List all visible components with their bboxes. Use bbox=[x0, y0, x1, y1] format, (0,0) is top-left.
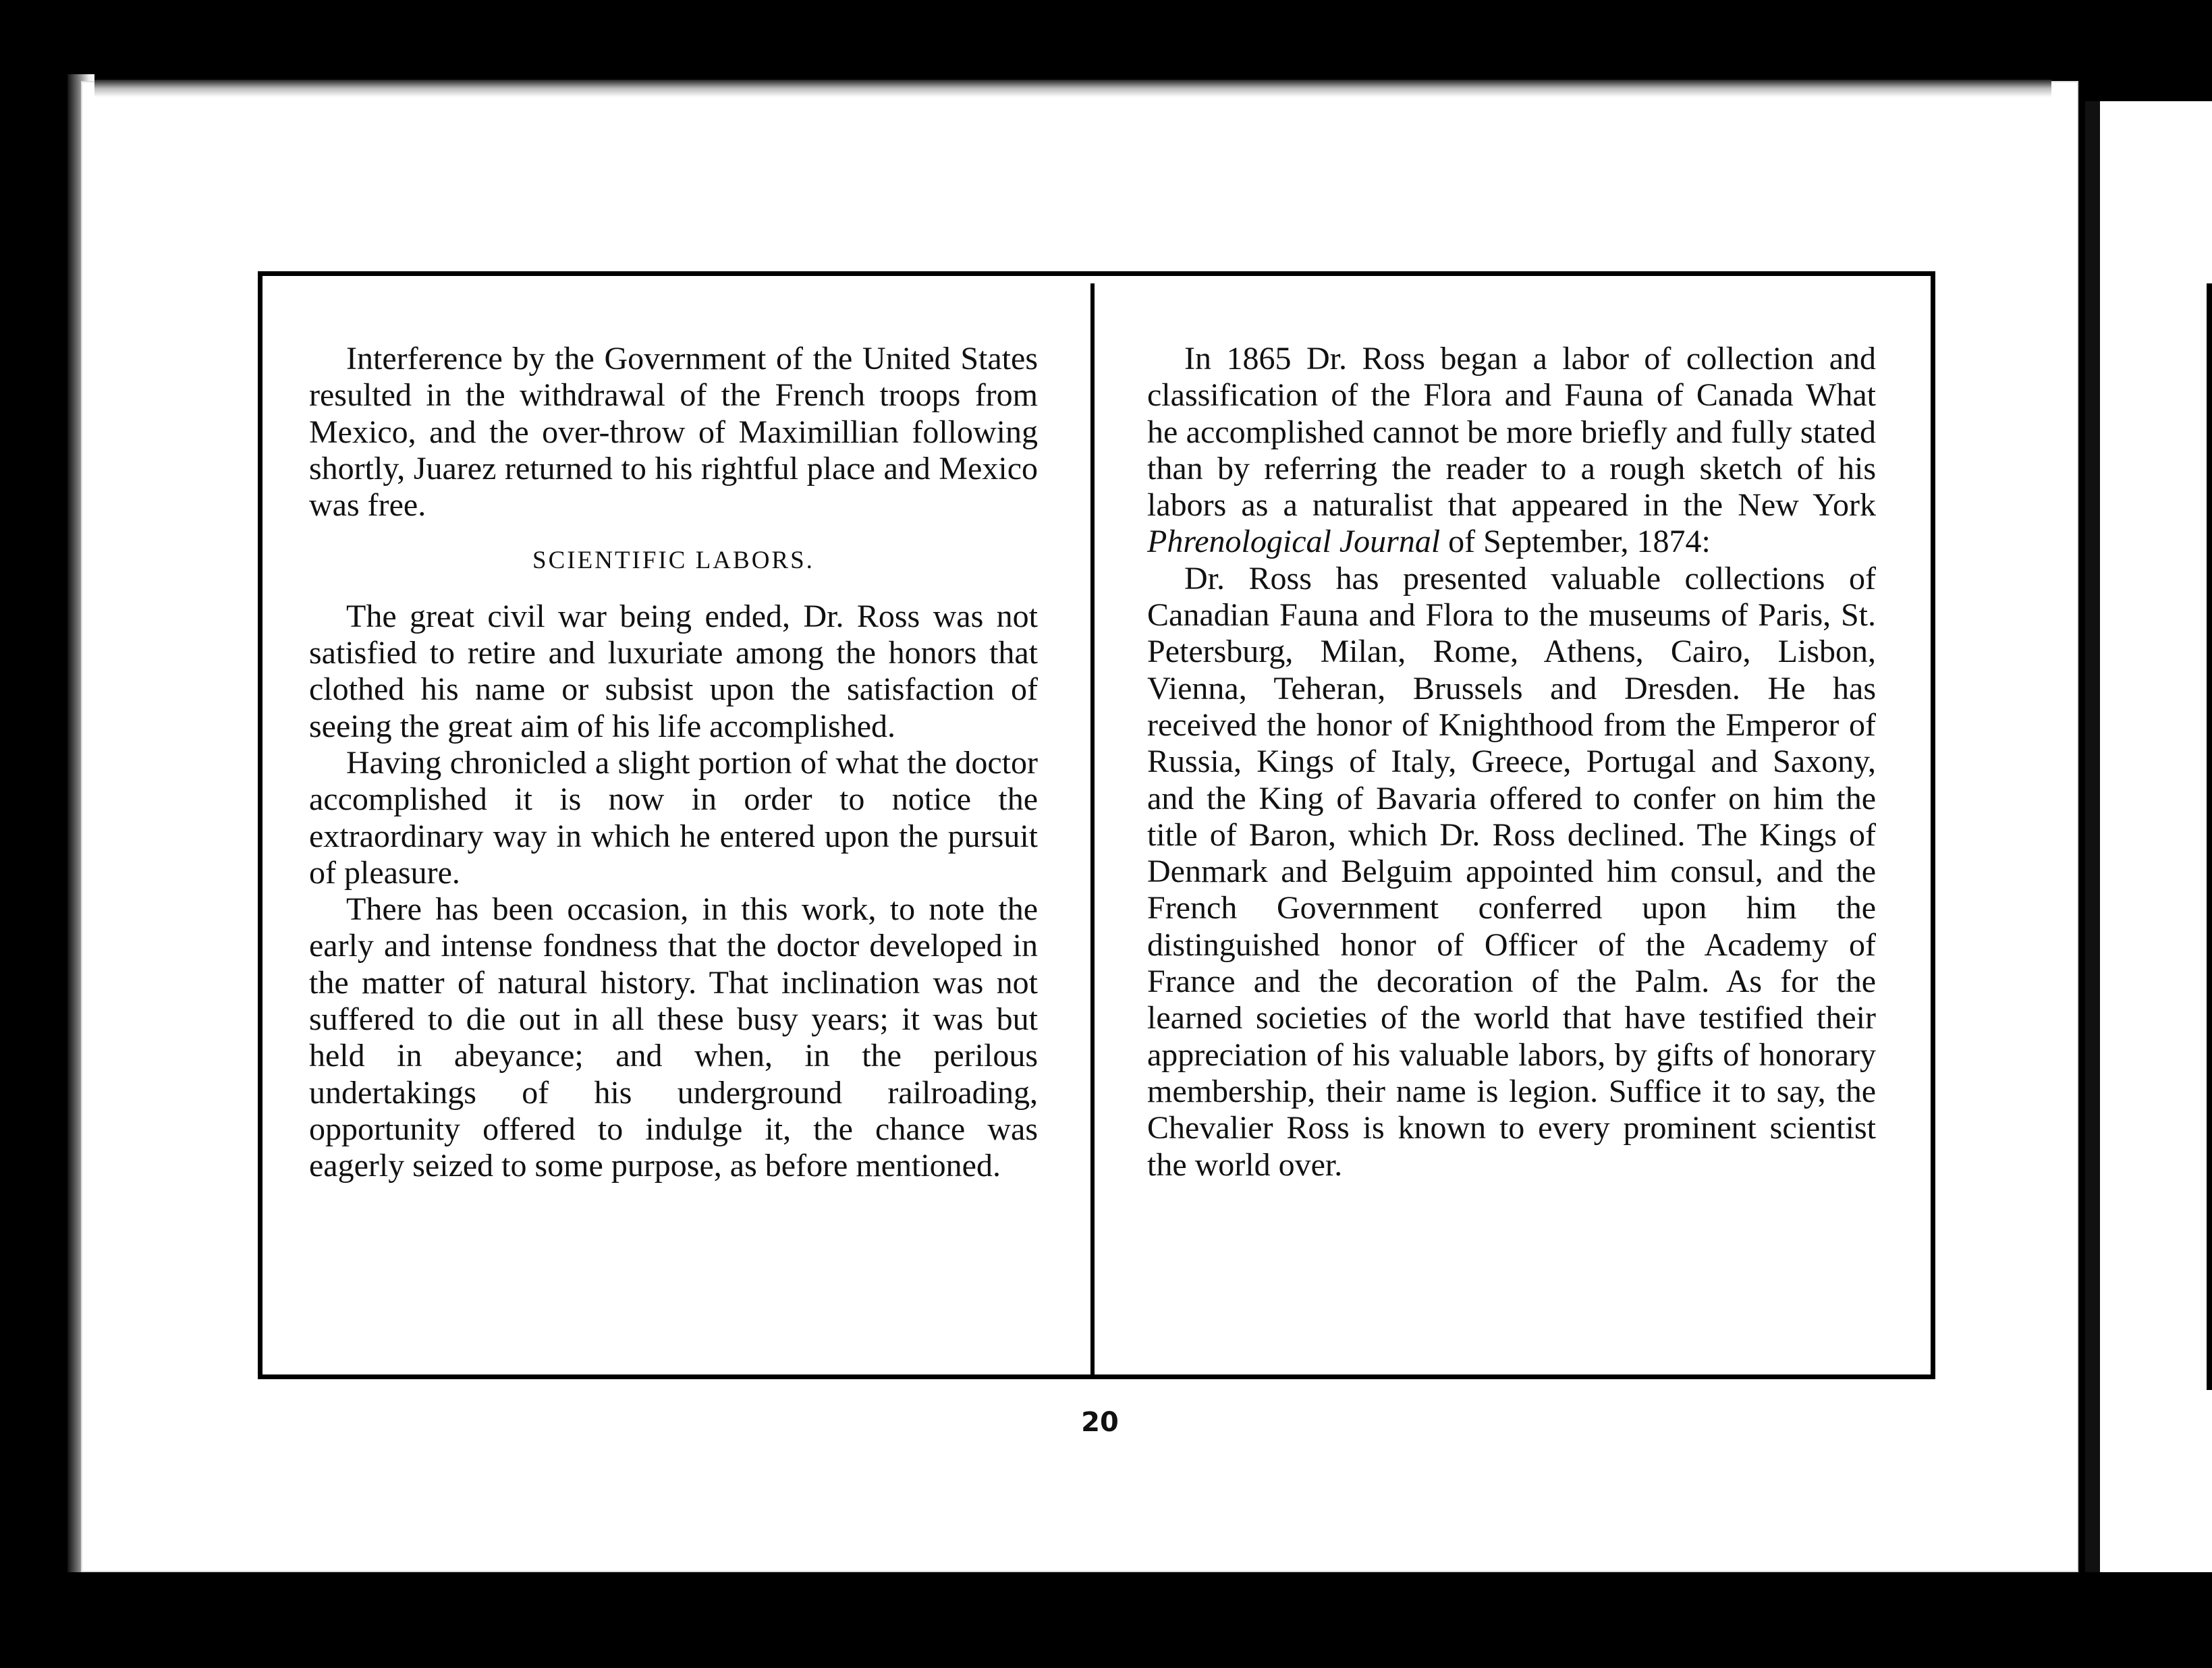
paragraph: Dr. Ross has presented valuable collections of Canadian Fauna and Flora to the museums of Paris, St. Petersburg, Milan, Rome, Athens, Cairo, Lisbon, Vienna, Teheran, Brussels and Dresden. He has received the honor of Knighthood from the Emperor of Russia, Kings of Italy, Greece, Portugal and Saxony, and the King of Bavaria offered to confer on him the title of Baron, which Dr. Ross declined. The Kings of Denmark and Belguim appointed him consul, and the French Government conferred upon him the distinguished honor of Officer of the Academy of France and the decoration of the Palm. As for the learned societies of the world that have testified their appreciation of his valuable labors, by gifts of honorary membership, their name is legion. Suffice it to say, the Chevalier Ross is known to every prominent scientist the world over. bbox=[1147, 560, 1876, 1183]
journal-title: Phrenological Journal bbox=[1147, 524, 1441, 560]
section-heading: SCIENTIFIC LABORS. bbox=[532, 547, 814, 575]
adjacent-page-edge bbox=[2085, 101, 2212, 1572]
page-top-edge bbox=[94, 80, 2051, 97]
left-text-column bbox=[309, 341, 1038, 1185]
paragraph-text: In 1865 Dr. Ross began a labor of collection and classification of the Flora and Fauna of Canada What he accomplished cannot be more briefly and fully stated than by referring the reader to a rough sketch of his labors as a naturalist that appeared in the New York bbox=[1147, 341, 1876, 524]
scan-background bbox=[0, 1572, 2212, 1668]
paragraph: Having chronicled a slight portion of what the doctor accomplished it is now in order to notice the extraordinary way in which he entered upon the pursuit of pleasure. bbox=[309, 744, 1038, 891]
column-divider-rule bbox=[1090, 283, 1095, 1377]
adjacent-page-frame-line bbox=[2207, 283, 2212, 1390]
paragraph bbox=[1147, 341, 1876, 561]
right-text-column bbox=[1147, 341, 1876, 1184]
page-number: 20 bbox=[1081, 1407, 1119, 1438]
paragraph: The great civil war being ended, Dr. Ross was not satisfied to retire and luxuriate among the honors that clothed his name or subsist upon the satisfaction of seeing the great aim of his life accomplished. bbox=[309, 598, 1038, 744]
paragraph: There has been occasion, in this work, to note the early and intense fondness that the doctor developed in the matter of natural history. That inclination was not suffered to die out in all these busy years; it was but held in abeyance; and when, in the perilous undertakings of his underground railroading, opportunity offered to indulge it, the chance was eagerly seized to some purpose, as before mentioned. bbox=[309, 891, 1038, 1184]
paragraph: Interference by the Government of the United States resulted in the withdrawal of the French troops from Mexico, and the over-throw of Maximillian following shortly, Juarez returned to his rightful place and Mexico was free. bbox=[309, 341, 1038, 524]
paragraph-text: of September, 1874: bbox=[1448, 524, 1711, 560]
